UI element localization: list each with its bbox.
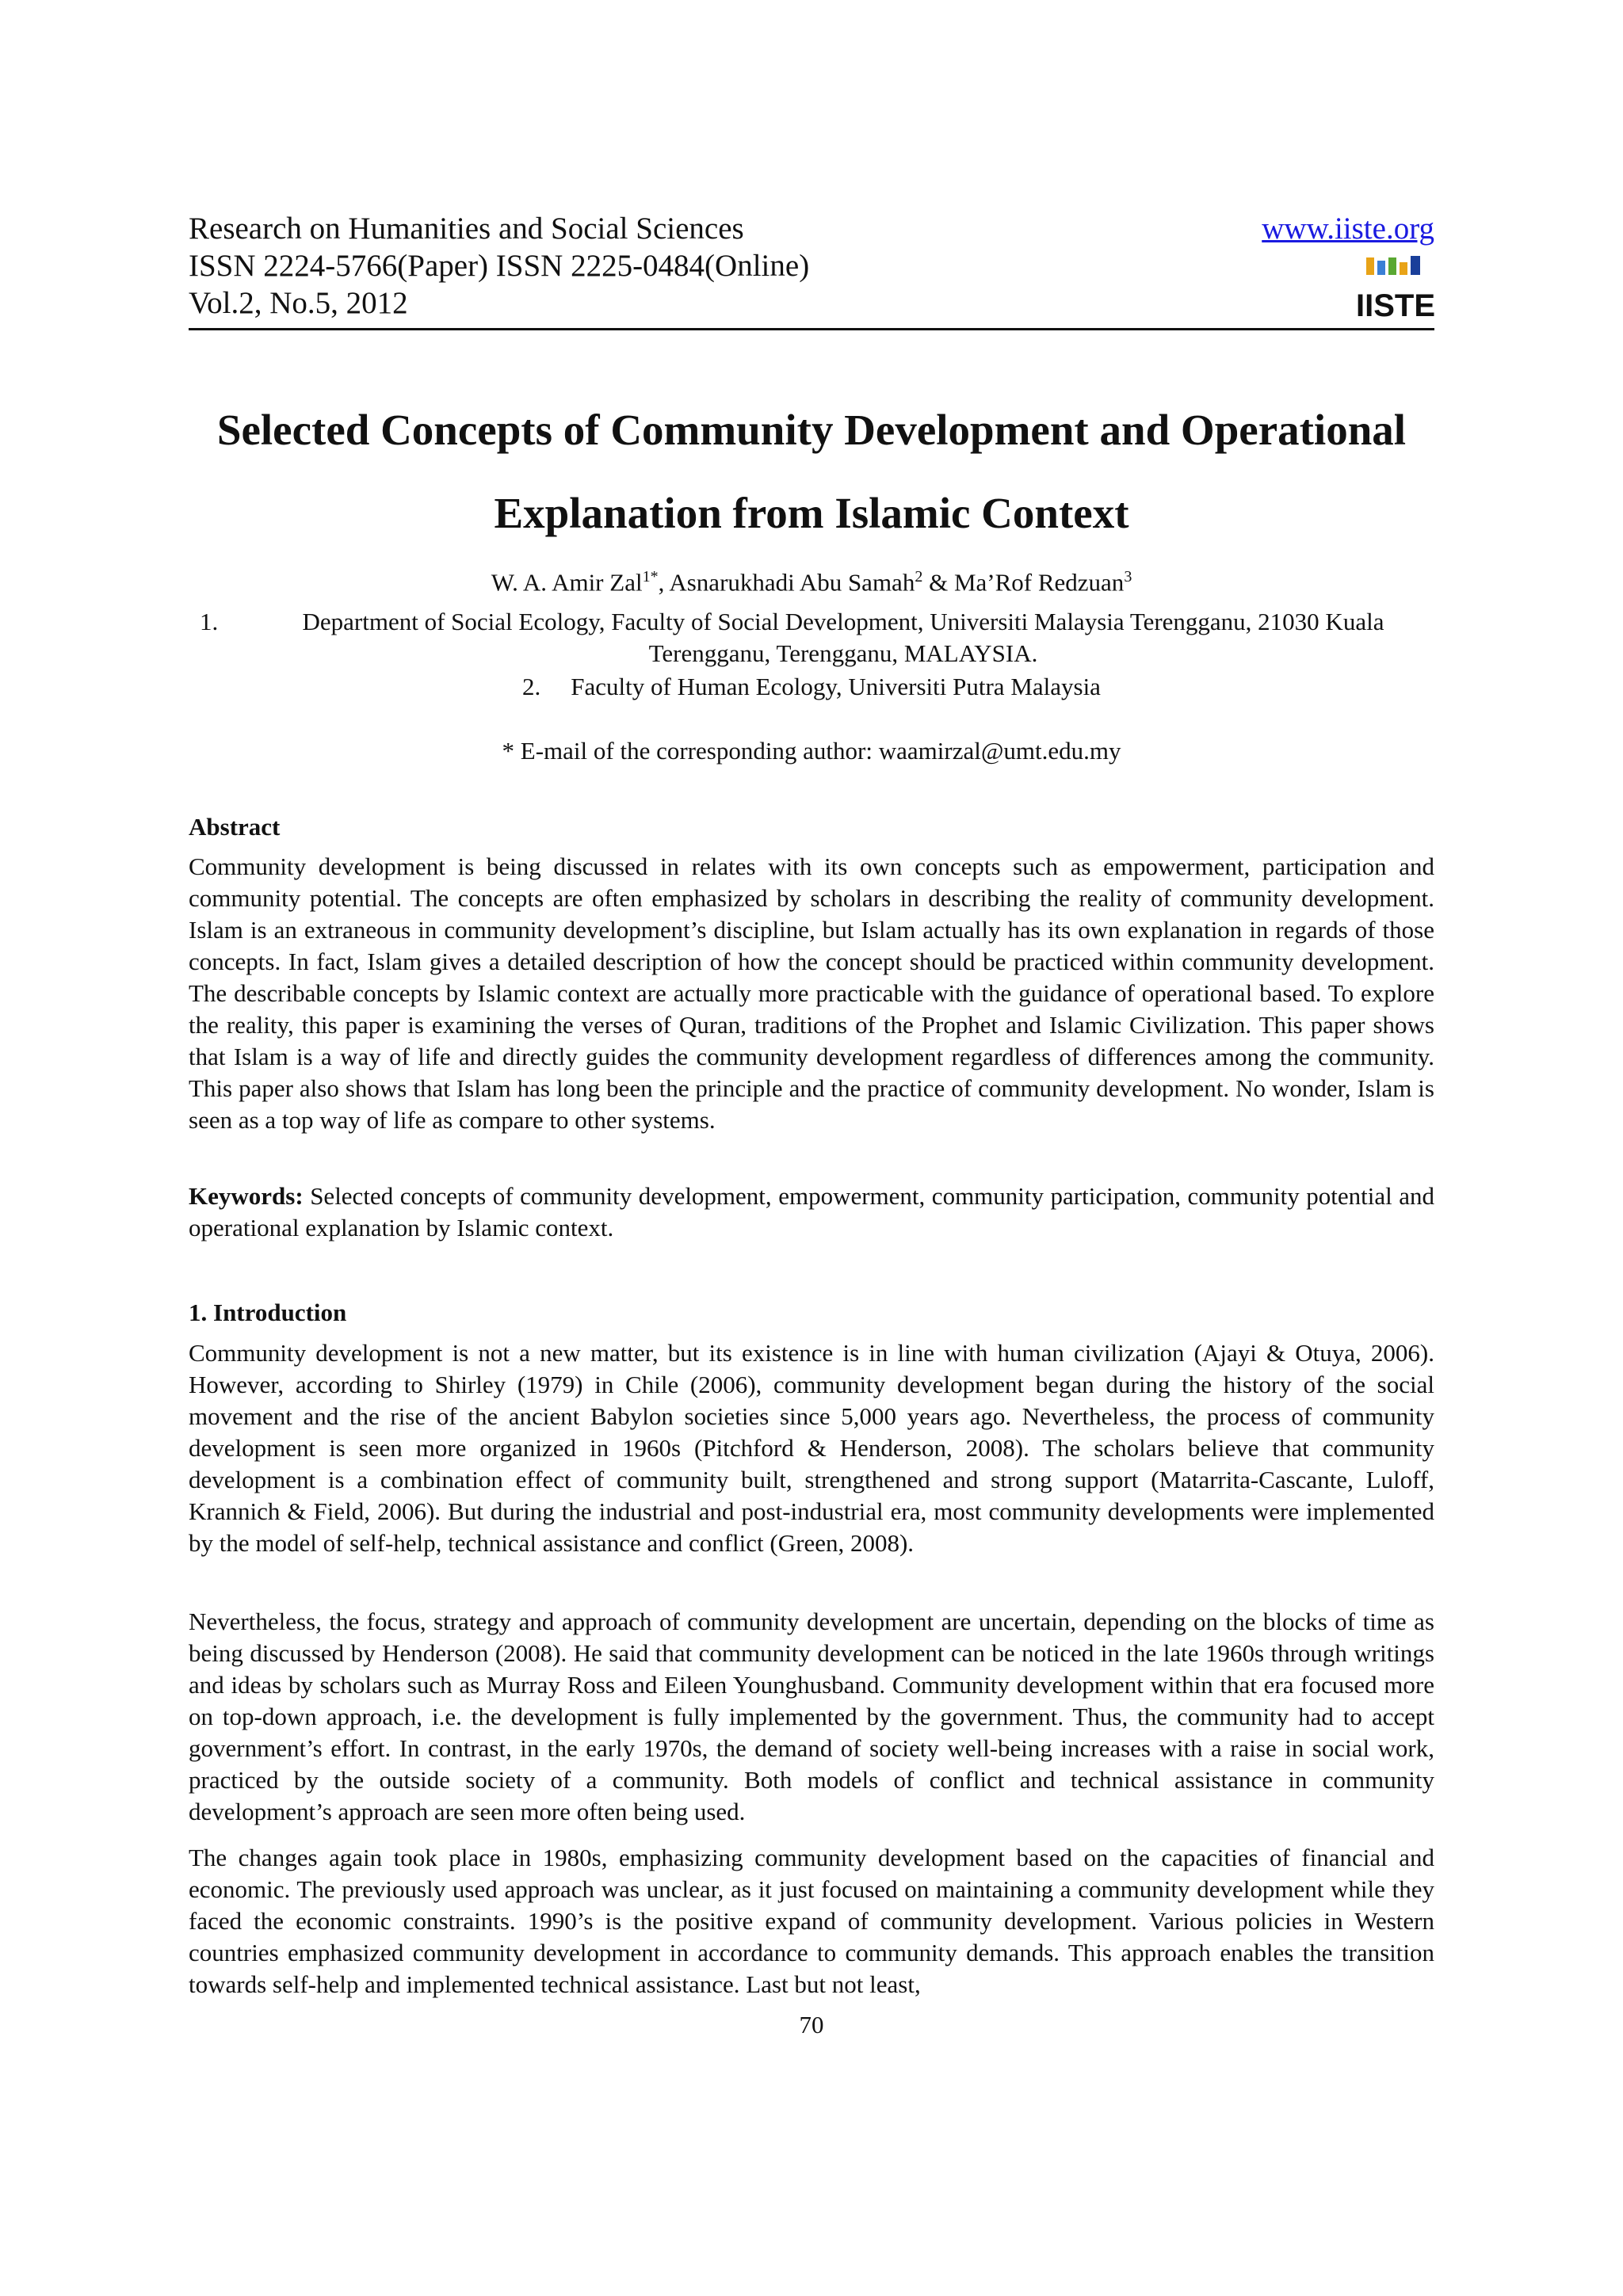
author-separator: & bbox=[922, 568, 954, 597]
journal-issn: ISSN 2224-5766(Paper) ISSN 2225-0484(Online) bbox=[189, 249, 810, 283]
abstract-heading: Abstract bbox=[189, 813, 281, 841]
introduction-paragraph: Community development is not a new matter, but its existence is in line with human civilization (Ajayi & Otuya, 2006). However, according to Shirley (1979) in Chile (2006), community development began during the history of the social movement and the rise of the ancient Babylon societies since 5,000 years ago. Nevertheless, the process of community development is seen more organized in 1960s (Pitchford & Henderson, 2008). The scholars believe that community development is a combination effect of community built, strengthened and strong support (Matarrita-Cascante, Luloff, Krannich & Field, 2006). But during the industrial and post-industrial era, most community developments were implemented by the model of self-help, technical assistance and conflict (Green, 2008). bbox=[189, 1339, 1434, 1557]
journal-header bbox=[189, 210, 1434, 329]
author-2-affiliation-mark: 2 bbox=[915, 568, 923, 585]
abstract-text: Community development is being discussed in relates with its own concepts such as empowerment, participation and community potential. The concepts are often emphasized by scholars in describing the reality of community development. Islam is an extraneous in community development’s discipline, but Islam actually has its own explanation in regards of those concepts. In fact, Islam gives a detailed description of how the concept should be practiced within community development. The describable concepts by Islamic context are actually more practicable with the guidance of operational based. To explore the reality, this paper is examining the verses of Quran, traditions of the Prophet and Islamic Civilization. This paper shows that Islam is a way of life and directly guides the community development regardless of differences among the community. This paper also shows that Islam has long been the principle and the practice of community development. No wonder, Islam is seen as a top way of life as compare to other systems. bbox=[189, 852, 1434, 1134]
logo-text: IISTE bbox=[1355, 288, 1436, 323]
author-list bbox=[189, 561, 1434, 598]
journal-volume: Vol.2, No.5, 2012 bbox=[189, 286, 408, 320]
affiliation-2 bbox=[189, 671, 1434, 703]
author-3-affiliation-mark: 3 bbox=[1124, 568, 1132, 585]
keywords-label: Keywords: bbox=[189, 1182, 304, 1210]
paper-title-line-2: Explanation from Islamic Context bbox=[494, 489, 1129, 537]
affiliation-number: 2. bbox=[522, 673, 541, 700]
keywords bbox=[189, 1180, 1434, 1244]
corresponding-author-email: * E-mail of the corresponding author: waamirzal@umt.edu.my bbox=[502, 737, 1121, 765]
introduction-paragraph: Nevertheless, the focus, strategy and approach of community development are uncertain, depending on the blocks of time as being discussed by Henderson (2008). He said that community development can be noticed in the late 1960s through writings and ideas by scholars such as Murray Ross and Eileen Younghusband. Community development within that era focused more on top-down approach, i.e. the development is fully implemented by the government. Thus, the community had to accept government’s effort. In contrast, in the early 1970s, the demand of society well-being increases with a raise in social work, practiced by the outside society of a community. Both models of conflict and technical assistance in community development’s approach are seen more often being used. bbox=[189, 1608, 1434, 1825]
journal-url-link[interactable]: www.iiste.org bbox=[1262, 212, 1434, 246]
author-2: Asnarukhadi Abu Samah bbox=[669, 568, 915, 597]
affiliation-number: 1. bbox=[200, 608, 219, 635]
affiliation-text: Department of Social Ecology, Faculty of Social Development, Universiti Malaysia Terengganu, 21030 Kuala Terengganu, Terengganu, MALAYSIA. bbox=[302, 608, 1384, 667]
author-1: W. A. Amir Zal bbox=[491, 568, 643, 597]
author-separator: , bbox=[658, 568, 670, 597]
affiliation-1 bbox=[200, 606, 1434, 669]
introduction-heading: 1. Introduction bbox=[189, 1299, 347, 1326]
page-number: 70 bbox=[799, 2011, 824, 2039]
keywords-text: Selected concepts of community development, empowerment, community participation, community potential and operational explanation by Islamic context. bbox=[189, 1182, 1434, 1241]
paper-title-line-1: Selected Concepts of Community Development and Operational bbox=[216, 406, 1407, 454]
header-divider bbox=[189, 328, 1434, 330]
journal-name: Research on Humanities and Social Sciences bbox=[189, 212, 744, 246]
affiliation-text: Faculty of Human Ecology, Universiti Putra Malaysia bbox=[571, 673, 1101, 700]
introduction-paragraph: The changes again took place in 1980s, emphasizing community development based on the capacities of financial and economic. The previously used approach was unclear, as it just focused on maintaining a community development while they faced the economic constraints. 1990’s is the positive expand of community development. Various policies in Western countries emphasized community development in accordance to community demands. This approach enables the transition towards self-help and implemented technical assistance. Last but not least, bbox=[189, 1844, 1434, 1998]
author-1-affiliation-mark: 1* bbox=[642, 568, 659, 585]
author-3: Ma’Rof Redzuan bbox=[953, 568, 1125, 597]
iiste-logo bbox=[1355, 253, 1436, 323]
